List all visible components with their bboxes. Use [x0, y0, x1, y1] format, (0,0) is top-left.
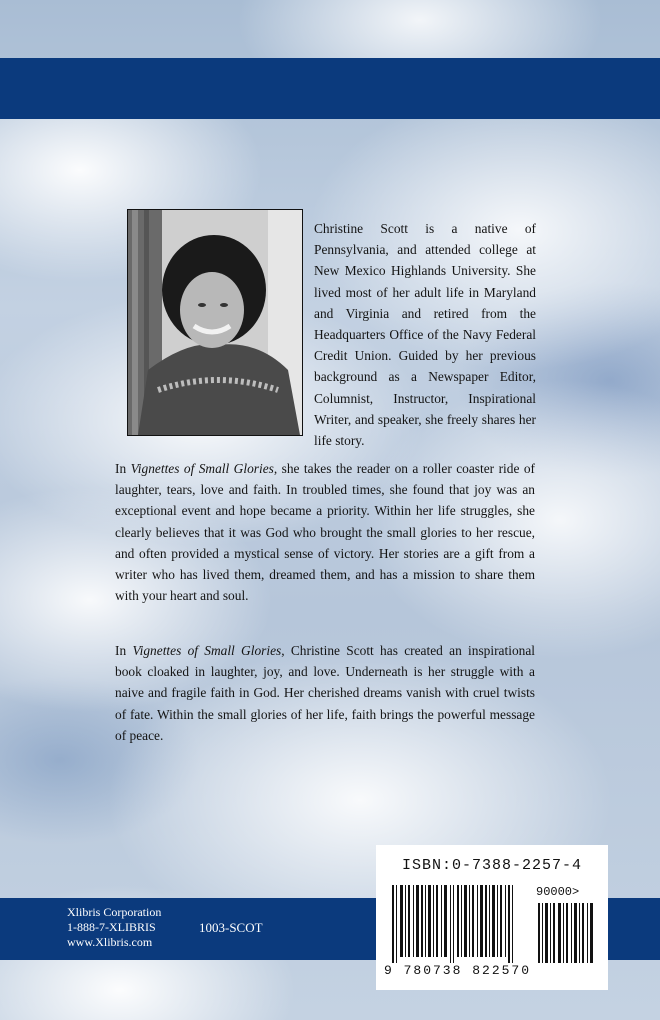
- barcode-number: 9 780738 822570: [384, 963, 532, 978]
- top-blue-band: [0, 58, 660, 119]
- publisher-website: www.Xlibris.com: [67, 935, 153, 949]
- barcode-bars: [390, 885, 530, 963]
- book-title-italic: Vignettes of Small Glories: [132, 643, 282, 658]
- paragraph-1-lead: In: [115, 461, 131, 476]
- isbn-barcode: [376, 845, 608, 990]
- paragraph-2-text: , Christine Scott has created an inspirational book cloaked in laughter, joy, and love. Underneath is her struggle with a naive and fragile faith in God. Her cherished dreams vanish with cruel twists of fate. Within the small glories of her life, faith brings the powerful message of peace.: [115, 643, 535, 743]
- paragraph-1-text: , she takes the reader on a roller coaster ride of laughter, tears, love and faith. In troubled times, she found that joy was an exceptional event and hope became a priority. Within her life struggles, she clearly believes that it was God who brought the small glories to her rescue, and often provided a mystical sense of victory. Her stories are a gift from a writer who has lived them, dreamed them, and has a mission to share them with your heart and soul.: [115, 461, 535, 604]
- publisher-phone: 1-888-7-XLIBRIS: [67, 920, 156, 934]
- price-barcode-bars: [536, 903, 596, 963]
- author-photo: [127, 209, 303, 436]
- book-title-italic: Vignettes of Small Glories: [130, 461, 274, 476]
- paragraph-2-lead: In: [115, 643, 133, 658]
- publisher-name: Xlibris Corporation: [67, 905, 162, 919]
- author-bio: Christine Scott is a native of Pennsylvania, and attended college at New Mexico Highlands University. She lived most of her adult life in Maryland and Virginia and retired from the Headquarters Office of the Navy Federal Credit Union. Guided by her previous background as a Newspaper Editor, Columnist, Instructor, Inspirational Writer, and speaker, she freely shares her life story.: [314, 221, 536, 449]
- publisher-info: [67, 905, 161, 950]
- price-code: 90000>: [536, 885, 580, 899]
- isbn-label: ISBN:0-7388-2257-4: [402, 857, 583, 874]
- description-paragraph-1: [115, 458, 535, 606]
- book-code: 1003-SCOT: [199, 920, 263, 935]
- description-paragraph-2: [115, 640, 535, 746]
